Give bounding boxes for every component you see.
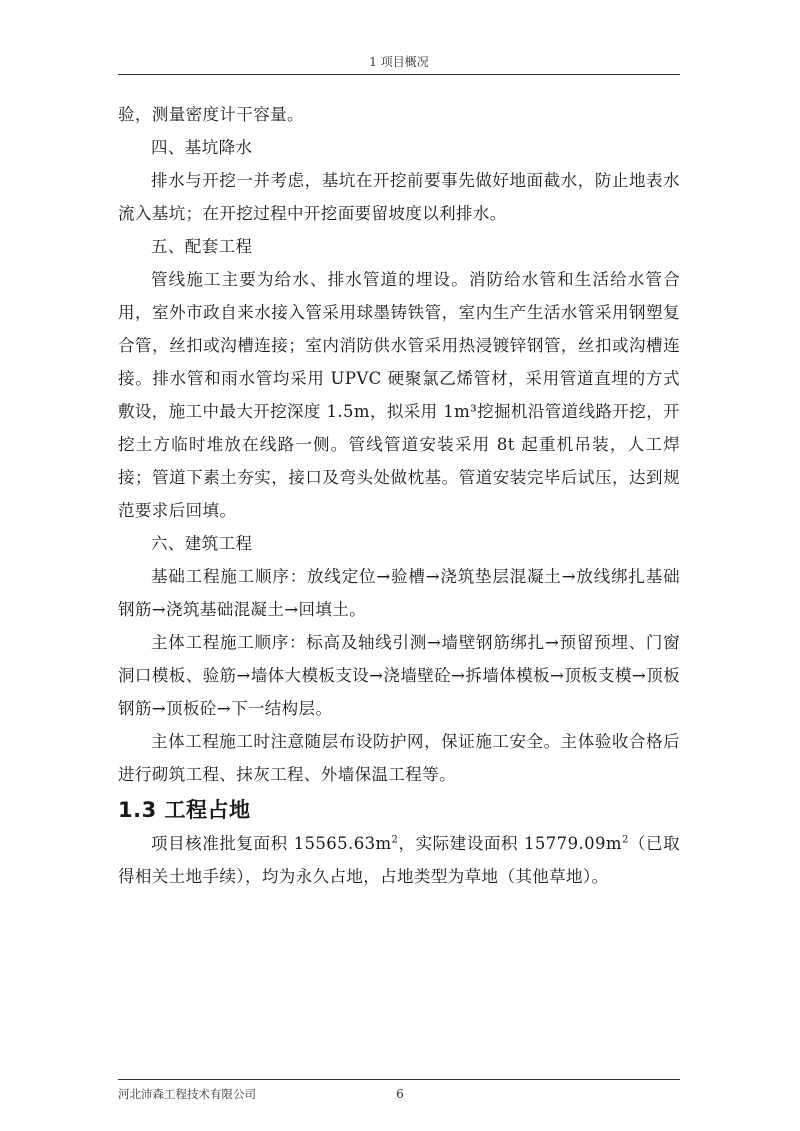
- section-title: 1.3 工程占地: [118, 798, 251, 822]
- paragraph-dewatering: 排水与开挖一并考虑，基坑在开挖前要事先做好地面截水，防止地表水流入基坑；在开挖过程中开挖面要留坡度以利排水。: [118, 171, 680, 223]
- subheading-building-works: 六、建筑工程: [151, 534, 253, 553]
- footer-divider: [118, 1079, 680, 1080]
- subheading-dewatering: 四、基坑降水: [151, 138, 253, 157]
- document-body: [118, 98, 680, 893]
- land-text-b: ，实际建设面积 15779.09m: [398, 834, 622, 853]
- footer-company: 河北沛森工程技术有限公司: [118, 1087, 256, 1101]
- subheading-supporting-works: 五、配套工程: [151, 237, 253, 256]
- paragraph-main-structure-sequence: 主体工程施工顺序：标高及轴线引测→墙壁钢筋绑扎→预留预埋、门窗洞口模板、验筋→墙体大模板支设→浇墙壁砼→拆墙体模板→顶板支模→顶板钢筋→顶板砼→下一结构层。: [118, 633, 680, 718]
- page-number: 6: [396, 1087, 404, 1101]
- superscript-a: 2: [391, 834, 399, 846]
- paragraph-land-occupation: [118, 827, 680, 893]
- land-text-c: （已取得相关土地手续），均为永久占地，占地类型为草地（其他草地）。: [118, 834, 681, 886]
- superscript-b: 2: [621, 834, 629, 846]
- paragraph-foundation-sequence: 基础工程施工顺序：放线定位→验槽→浇筑垫层混凝土→放线绑扎基础钢筋→浇筑基础混凝土→回填土。: [118, 567, 680, 619]
- paragraph-pipelines: 管线施工主要为给水、排水管道的埋设。消防给水管和生活给水管合用，室外市政自来水接入管采用球墨铸铁管，室内生产生活水管采用钢塑复合管，丝扣或沟槽连接；室内消防供水管采用热浸镀锌钢管，丝扣或沟槽连接。排水管和雨水管均采用 UPVC 硬聚氯乙烯管材，采用管道直埋的方式敷设，施工中最大开挖深度 1.5m，拟采用 1m³挖掘机沿管道线路开挖，开挖土方临时堆放在线路一侧。管线管道安装采用 8t 起重机吊装，人工焊接；管道下素土夯实，接口及弯头处做枕基。管道安装完毕后试压，达到规范要求后回填。: [118, 270, 680, 520]
- page-header: 1 项目概况: [369, 55, 429, 69]
- header-divider: [118, 74, 680, 75]
- land-text-a: 项目核准批复面积 15565.63m: [151, 834, 392, 853]
- paragraph-safety: 主体工程施工时注意随层布设防护网，保证施工安全。主体验收合格后进行砌筑工程、抹灰工程、外墙保温工程等。: [118, 732, 680, 784]
- paragraph-continued: 验，测量密度计干容量。: [118, 105, 304, 124]
